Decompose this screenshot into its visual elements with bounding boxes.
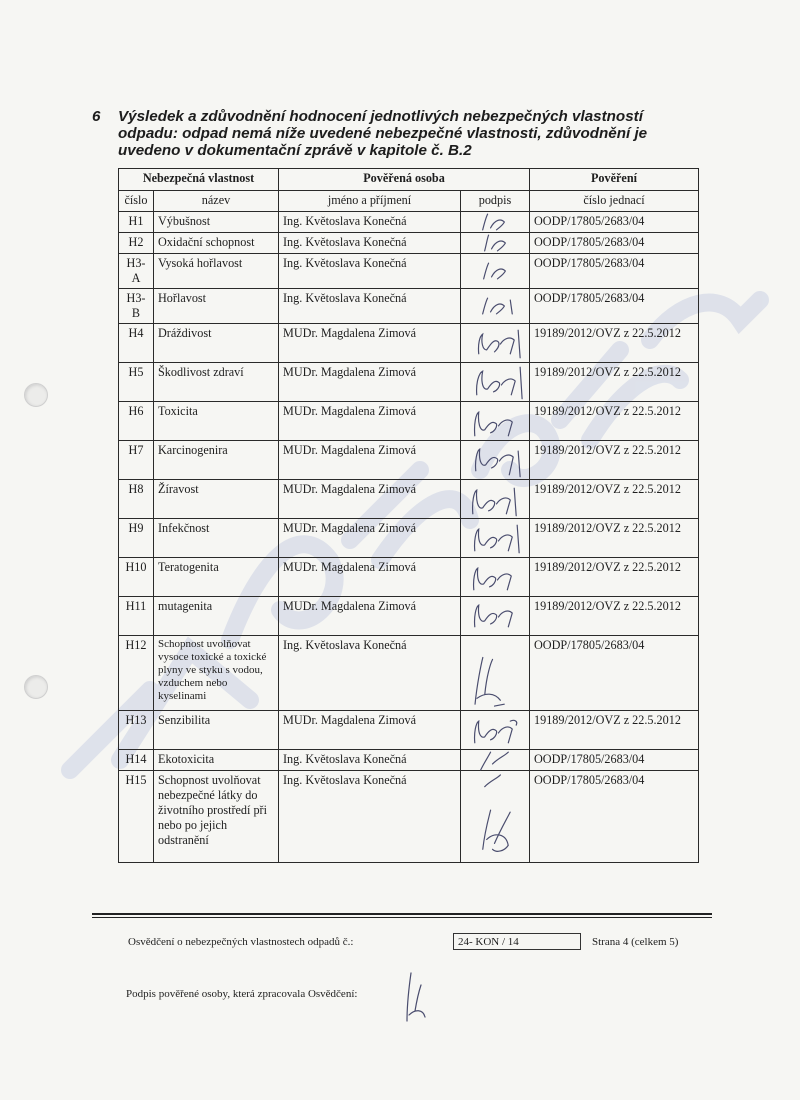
row-code: H3-B <box>119 289 154 324</box>
table-row <box>119 519 699 558</box>
row-reference: OODP/17805/2683/04 <box>530 750 699 771</box>
table-row <box>119 558 699 597</box>
row-reference: OODP/17805/2683/04 <box>530 771 699 863</box>
hazard-properties-table <box>118 168 699 863</box>
row-name: Ekotoxicita <box>154 750 279 771</box>
row-signature <box>461 212 530 233</box>
row-signature <box>461 750 530 771</box>
row-code: H2 <box>119 233 154 254</box>
row-reference: 19189/2012/OVZ z 22.5.2012 <box>530 558 699 597</box>
header-authorization: Pověření <box>530 169 699 191</box>
row-reference: OODP/17805/2683/04 <box>530 254 699 289</box>
table-row <box>119 324 699 363</box>
row-reference: 19189/2012/OVZ z 22.5.2012 <box>530 711 699 750</box>
table-row <box>119 441 699 480</box>
row-signature <box>461 324 530 363</box>
row-code: H4 <box>119 324 154 363</box>
row-name: Vysoká hořlavost <box>154 254 279 289</box>
row-reference: 19189/2012/OVZ z 22.5.2012 <box>530 363 699 402</box>
row-person: MUDr. Magdalena Zimová <box>279 711 461 750</box>
row-code: H7 <box>119 441 154 480</box>
signature-konecna <box>461 750 529 770</box>
signature-zimova <box>461 711 529 749</box>
row-name: Senzibilita <box>154 711 279 750</box>
signature-konecna <box>461 636 529 710</box>
table-row <box>119 212 699 233</box>
row-code: H15 <box>119 771 154 863</box>
row-person: Ing. Květoslava Konečná <box>279 254 461 289</box>
certificate-number-box: 24- KON / 14 <box>453 933 581 950</box>
row-name: Hořlavost <box>154 289 279 324</box>
header-hazard-property: Nebezpečná vlastnost <box>119 169 279 191</box>
row-signature <box>461 480 530 519</box>
subheader-name: název <box>154 191 279 212</box>
row-person: MUDr. Magdalena Zimová <box>279 402 461 441</box>
row-person: MUDr. Magdalena Zimová <box>279 519 461 558</box>
row-reference: OODP/17805/2683/04 <box>530 233 699 254</box>
row-reference: 19189/2012/OVZ z 22.5.2012 <box>530 597 699 636</box>
section-heading <box>92 108 692 159</box>
table-subheader-row <box>119 191 699 212</box>
row-reference: 19189/2012/OVZ z 22.5.2012 <box>530 402 699 441</box>
section-number: 6 <box>92 108 101 125</box>
row-person: MUDr. Magdalena Zimová <box>279 441 461 480</box>
signature-konecna <box>461 254 529 288</box>
punch-hole-upper <box>24 383 48 407</box>
row-person: Ing. Květoslava Konečná <box>279 636 461 711</box>
table-row <box>119 289 699 324</box>
row-signature <box>461 558 530 597</box>
page-info: Strana 4 (celkem 5) <box>592 936 679 948</box>
table-header-row <box>119 169 699 191</box>
table-row <box>119 711 699 750</box>
subheader-signature: podpis <box>461 191 530 212</box>
row-signature <box>461 363 530 402</box>
row-name: mutagenita <box>154 597 279 636</box>
subheader-number: číslo <box>119 191 154 212</box>
row-reference: 19189/2012/OVZ z 22.5.2012 <box>530 519 699 558</box>
row-signature <box>461 711 530 750</box>
table-row <box>119 480 699 519</box>
row-person: MUDr. Magdalena Zimová <box>279 597 461 636</box>
row-person: Ing. Květoslava Konečná <box>279 233 461 254</box>
signature-zimova <box>461 597 529 635</box>
signature-konecna <box>461 771 529 862</box>
table-row <box>119 750 699 771</box>
footer-rule-thin <box>92 917 712 918</box>
row-reference: 19189/2012/OVZ z 22.5.2012 <box>530 324 699 363</box>
table-row <box>119 771 699 863</box>
punch-hole-lower <box>24 675 48 699</box>
signature-zimova <box>461 519 529 557</box>
row-signature <box>461 254 530 289</box>
row-reference: 19189/2012/OVZ z 22.5.2012 <box>530 441 699 480</box>
row-signature <box>461 402 530 441</box>
row-name: Výbušnost <box>154 212 279 233</box>
row-name: Žíravost <box>154 480 279 519</box>
row-code: H14 <box>119 750 154 771</box>
row-signature <box>461 636 530 711</box>
row-reference: OODP/17805/2683/04 <box>530 289 699 324</box>
signature-konecna <box>461 289 529 323</box>
header-authorized-person: Pověřená osoba <box>279 169 530 191</box>
signature-zimova <box>461 402 529 440</box>
footer-rule-thick <box>92 913 712 915</box>
row-code: H6 <box>119 402 154 441</box>
row-name: Toxicita <box>154 402 279 441</box>
signature-zimova <box>461 480 529 518</box>
table-row <box>119 636 699 711</box>
row-signature <box>461 233 530 254</box>
subheader-reference-number: číslo jednací <box>530 191 699 212</box>
row-person: Ing. Květoslava Konečná <box>279 750 461 771</box>
row-name: Schopnost uvolňovat vysoce toxické a toxické plyny ve styku s vodou, vzduchem nebo kyselinami <box>154 636 279 711</box>
row-name: Dráždivost <box>154 324 279 363</box>
table-row <box>119 254 699 289</box>
signature-zimova <box>461 558 529 596</box>
row-signature <box>461 441 530 480</box>
row-signature <box>461 289 530 324</box>
section-title: Výsledek a zdůvodnění hodnocení jednotlivých nebezpečných vlastností odpadu: odpad nemá níže uvedené nebezpečné vlastnosti, zdůvodnění je uvedeno v dokumentační zprávě v kapitole č. B.2 <box>118 108 648 159</box>
row-person: Ing. Květoslava Konečná <box>279 212 461 233</box>
row-person: MUDr. Magdalena Zimová <box>279 363 461 402</box>
row-code: H11 <box>119 597 154 636</box>
row-person: MUDr. Magdalena Zimová <box>279 324 461 363</box>
row-code: H10 <box>119 558 154 597</box>
certificate-label: Osvědčení o nebezpečných vlastnostech odpadů č.: <box>128 936 354 948</box>
row-code: H1 <box>119 212 154 233</box>
table-row <box>119 233 699 254</box>
row-signature <box>461 771 530 863</box>
row-name: Škodlivost zdraví <box>154 363 279 402</box>
subheader-full-name: jméno a příjmení <box>279 191 461 212</box>
signature-zimova <box>461 363 529 401</box>
row-name: Infekčnost <box>154 519 279 558</box>
row-reference: OODP/17805/2683/04 <box>530 636 699 711</box>
row-code: H12 <box>119 636 154 711</box>
row-reference: OODP/17805/2683/04 <box>530 212 699 233</box>
footer-signature <box>395 965 445 1025</box>
row-person: Ing. Květoslava Konečná <box>279 289 461 324</box>
row-reference: 19189/2012/OVZ z 22.5.2012 <box>530 480 699 519</box>
row-signature <box>461 597 530 636</box>
table-row <box>119 363 699 402</box>
table-row <box>119 402 699 441</box>
table-row <box>119 597 699 636</box>
row-name: Oxidační schopnost <box>154 233 279 254</box>
row-name: Karcinogenira <box>154 441 279 480</box>
row-signature <box>461 519 530 558</box>
row-person: MUDr. Magdalena Zimová <box>279 558 461 597</box>
row-code: H3-A <box>119 254 154 289</box>
row-code: H8 <box>119 480 154 519</box>
signature-zimova <box>461 441 529 479</box>
row-person: Ing. Květoslava Konečná <box>279 771 461 863</box>
signature-label: Podpis pověřené osoby, která zpracovala Osvědčení: <box>126 988 358 1000</box>
row-name: Teratogenita <box>154 558 279 597</box>
row-code: H9 <box>119 519 154 558</box>
signature-zimova <box>461 324 529 362</box>
row-person: MUDr. Magdalena Zimová <box>279 480 461 519</box>
signature-konecna <box>461 212 529 232</box>
signature-konecna <box>461 233 529 253</box>
row-code: H13 <box>119 711 154 750</box>
row-code: H5 <box>119 363 154 402</box>
row-name: Schopnost uvolňovat nebezpečné látky do životního prostředí při nebo po jejich odstranění <box>154 771 279 863</box>
